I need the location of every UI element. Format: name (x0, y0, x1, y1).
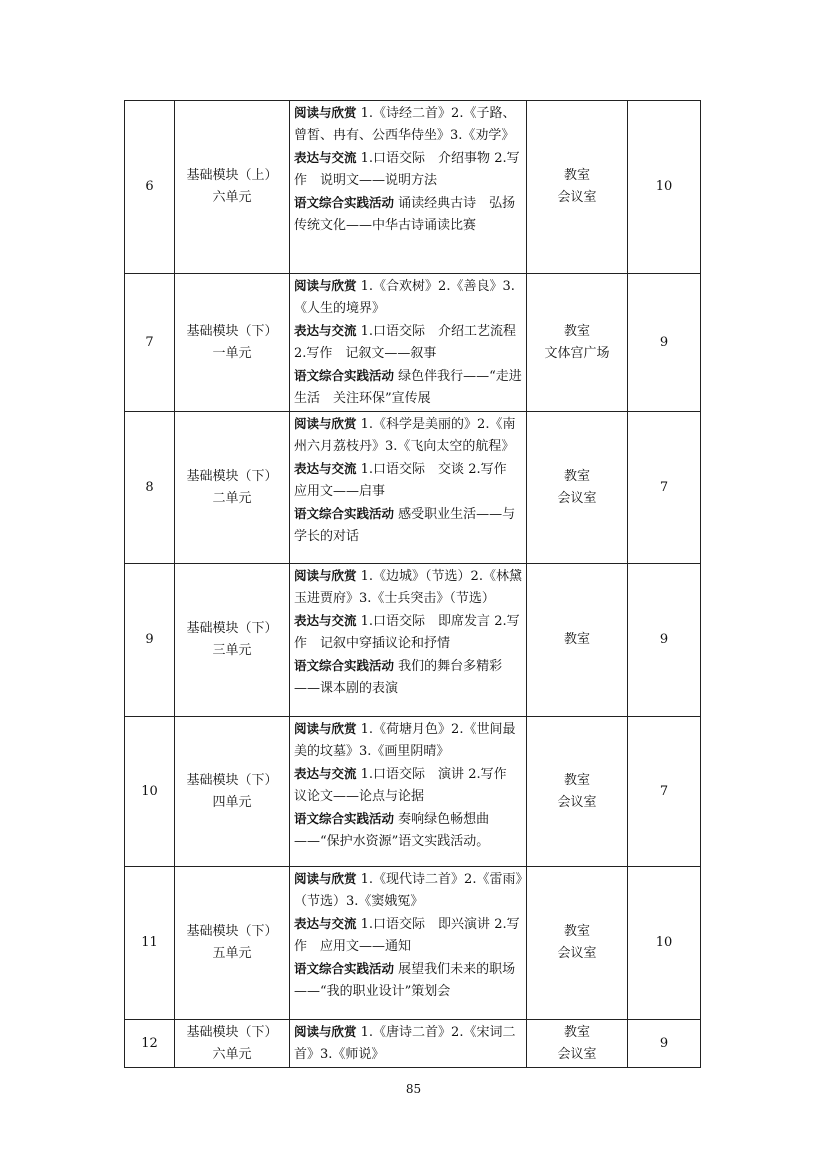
module-name: 基础模块（下） (186, 323, 278, 339)
module-cell (175, 101, 290, 274)
module-name: 基础模块（下） (186, 1024, 278, 1040)
practice-section (294, 808, 522, 853)
reading-label: 阅读与欣赏 (294, 568, 357, 583)
express-label: 表达与交流 (294, 461, 357, 476)
place-line: 教室 (563, 772, 590, 788)
module-cell (175, 564, 290, 717)
row-number: 11 (125, 867, 175, 1020)
express-label: 表达与交流 (294, 613, 357, 628)
reading-label: 阅读与欣赏 (294, 105, 357, 120)
table-row (125, 274, 701, 412)
practice-text: 奏响绿色畅想曲——“保护水资源”语文实践活动。 (294, 812, 490, 849)
express-text: 1.口语交际 介绍工艺流程 2.写作 记叙文——叙事 (294, 324, 517, 361)
unit-name: 六单元 (212, 190, 252, 205)
practice-section (294, 192, 522, 237)
practice-label: 语文综合实践活动 (294, 658, 395, 673)
table-row (125, 412, 701, 564)
hours-cell: 7 (628, 412, 701, 564)
reading-label: 阅读与欣赏 (294, 278, 357, 293)
place-line: 教室 (563, 924, 590, 939)
reading-label: 阅读与欣赏 (294, 1024, 357, 1039)
place-line: 教室 (563, 468, 590, 484)
reading-text: 1.《科学是美丽的》2.《南州六月荔枝丹》3.《飞向太空的航程》 (294, 417, 516, 454)
module-name: 基础模块（上） (186, 168, 278, 183)
reading-section (294, 102, 522, 147)
row-number: 6 (125, 101, 175, 274)
practice-section (294, 655, 522, 700)
course-schedule-table (124, 100, 701, 1068)
place-line: 教室 (563, 1024, 590, 1040)
express-section (294, 763, 522, 808)
reading-label: 阅读与欣赏 (294, 721, 357, 736)
reading-label: 阅读与欣赏 (294, 871, 357, 886)
express-label: 表达与交流 (294, 323, 357, 338)
reading-section (294, 413, 522, 458)
table-row (125, 101, 701, 274)
place-cell (527, 717, 628, 867)
place-cell (527, 1020, 628, 1068)
practice-label: 语文综合实践活动 (294, 368, 395, 383)
express-text: 1.口语交际 介绍事物 2.写作 说明文——说明方法 (294, 151, 520, 188)
content-cell (290, 867, 527, 1020)
page-number: 85 (405, 1082, 422, 1096)
practice-label: 语文综合实践活动 (294, 506, 395, 521)
unit-name: 六单元 (212, 1046, 252, 1062)
hours-cell: 7 (628, 717, 701, 867)
practice-section (294, 958, 522, 1003)
practice-label: 语文综合实践活动 (294, 961, 395, 976)
module-name: 基础模块（下） (186, 468, 278, 484)
content-cell (290, 274, 527, 412)
place-line: 教室 (563, 632, 590, 647)
module-name: 基础模块（下） (186, 924, 278, 939)
reading-section (294, 565, 522, 610)
practice-text: 绿色伴我行——“走进生活 关注环保”宣传展 (294, 369, 522, 406)
practice-label: 语文综合实践活动 (294, 811, 395, 826)
express-text: 1.口语交际 即兴演讲 2.写作 应用文——通知 (294, 917, 520, 954)
express-section (294, 610, 522, 655)
reading-text: 1.《边城》（节选）2.《林黛玉进贾府》3.《士兵突击》（节选） (294, 569, 522, 606)
hours-cell: 9 (628, 1020, 701, 1068)
practice-section (294, 503, 522, 548)
place-cell (527, 412, 628, 564)
place-cell (527, 101, 628, 274)
module-cell (175, 1020, 290, 1068)
place-cell (527, 867, 628, 1020)
module-cell (175, 412, 290, 564)
hours-cell: 10 (628, 867, 701, 1020)
hours-cell: 9 (628, 564, 701, 717)
reading-label: 阅读与欣赏 (294, 416, 357, 431)
unit-name: 一单元 (212, 345, 252, 361)
table-row (125, 867, 701, 1020)
reading-section (294, 275, 522, 320)
express-text: 1.口语交际 即席发言 2.写作 记叙中穿插议论和抒情 (294, 614, 520, 651)
place-line: 会议室 (557, 794, 597, 810)
table-row (125, 717, 701, 867)
reading-section (294, 868, 522, 913)
practice-text: 展望我们未来的职场——“我的职业设计”策划会 (294, 962, 516, 999)
reading-text: 1.《现代诗二首》2.《雷雨》（节选）3.《窦娥冤》 (294, 872, 522, 909)
table-body (125, 101, 701, 1068)
place-line: 会议室 (557, 1046, 597, 1062)
content-cell (290, 412, 527, 564)
module-cell (175, 867, 290, 1020)
module-cell (175, 717, 290, 867)
unit-name: 五单元 (212, 946, 252, 961)
place-line: 教室 (563, 168, 590, 183)
row-number: 7 (125, 274, 175, 412)
express-text: 1.口语交际 交谈 2.写作 应用文——启事 (294, 462, 520, 499)
content-cell (290, 717, 527, 867)
content-cell (290, 1020, 527, 1068)
reading-text: 1.《合欢树》2.《善良》3.《人生的境界》 (294, 279, 515, 316)
practice-section (294, 365, 522, 410)
place-cell (527, 274, 628, 412)
express-section (294, 320, 522, 365)
row-number: 12 (125, 1020, 175, 1068)
row-number: 8 (125, 412, 175, 564)
row-number: 10 (125, 717, 175, 867)
place-line: 会议室 (557, 190, 597, 205)
reading-text: 1.《唐诗二首》2.《宋词二首》3.《师说》 (294, 1025, 516, 1062)
express-label: 表达与交流 (294, 766, 357, 781)
express-section (294, 913, 522, 958)
content-cell (290, 101, 527, 274)
unit-name: 二单元 (212, 490, 252, 506)
express-label: 表达与交流 (294, 150, 357, 165)
content-cell (290, 564, 527, 717)
reading-section (294, 718, 522, 763)
place-line: 会议室 (557, 490, 597, 506)
express-label: 表达与交流 (294, 916, 357, 931)
practice-text: 诵读经典古诗 弘扬传统文化——中华古诗诵读比赛 (294, 196, 516, 233)
practice-label: 语文综合实践活动 (294, 195, 395, 210)
hours-cell: 10 (628, 101, 701, 274)
module-cell (175, 274, 290, 412)
express-section (294, 147, 522, 192)
hours-cell: 9 (628, 274, 701, 412)
table-row (125, 1020, 701, 1068)
practice-text: 感受职业生活——与学长的对话 (294, 507, 516, 544)
module-name: 基础模块（下） (186, 772, 278, 788)
reading-text: 1.《诗经二首》2.《子路、曾皙、冉有、公西华侍坐》3.《劝学》 (294, 106, 516, 143)
place-line: 会议室 (557, 946, 597, 961)
reading-section (294, 1021, 522, 1066)
row-number: 9 (125, 564, 175, 717)
place-line: 教室 (563, 323, 590, 339)
express-section (294, 458, 522, 503)
table-row (125, 564, 701, 717)
unit-name: 四单元 (212, 794, 252, 810)
reading-text: 1.《荷塘月色》2.《世间最美的坟墓》3.《画里阴晴》 (294, 722, 516, 759)
place-cell (527, 564, 628, 717)
module-name: 基础模块（下） (186, 621, 278, 636)
unit-name: 三单元 (212, 643, 252, 658)
express-text: 1.口语交际 演讲 2.写作 议论文——论点与论据 (294, 767, 520, 804)
place-line: 文体宫广场 (544, 345, 610, 361)
practice-text: 我们的舞台多精彩——课本剧的表演 (294, 659, 503, 696)
